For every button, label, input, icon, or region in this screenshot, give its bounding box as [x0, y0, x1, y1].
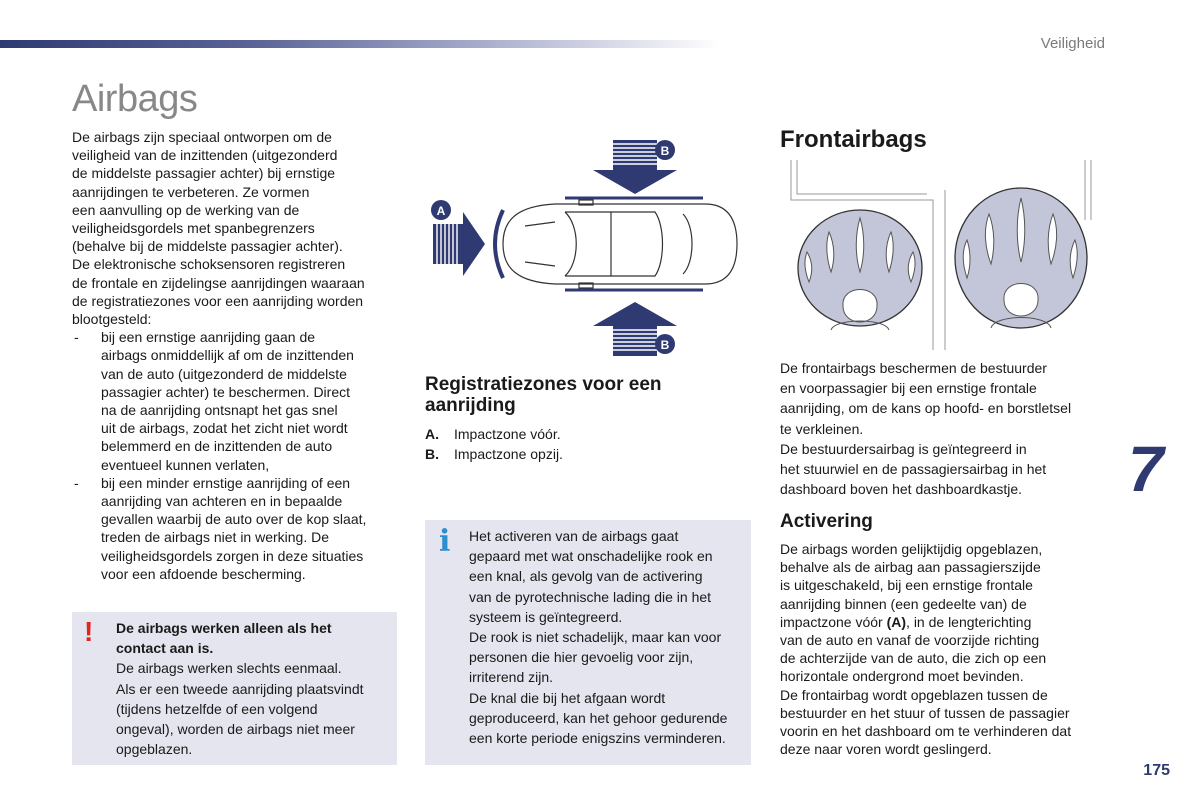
bullet-line: uit de airbags, zodat het zicht niet wordt — [101, 420, 348, 437]
front-line: en voorpassagier bij een ernstige frontale — [780, 380, 1037, 397]
intro-bullet-list — [72, 328, 397, 583]
zones-title-line: aanrijding — [425, 395, 516, 416]
zones-title — [425, 374, 745, 416]
bullet-line: treden de airbags niet in werking. De — [101, 529, 330, 546]
label-b-top-text: B — [660, 144, 670, 158]
bullet-line: - bij een minder ernstige aanrijding of een — [101, 474, 351, 491]
info-line: gepaard met wat onschadelijke rook en — [469, 548, 713, 565]
driver-airbag — [798, 210, 922, 330]
warning-title: De airbags werken alleen als het — [116, 620, 332, 636]
act-line: aanrijding binnen (een gedeelte van) de — [780, 595, 1027, 612]
zone-text: Impactzone vóór. — [454, 426, 561, 442]
intro-line: de middelste passagier achter) bij ernstige — [72, 165, 336, 182]
page-title: Airbags — [72, 78, 198, 120]
act-line: bestuurder en het stuur of tussen de passagier — [780, 704, 1070, 721]
intro-line: De elektronische schoksensoren registreren — [72, 256, 346, 273]
act-line: de achterzijde van de auto, die zich op een — [780, 650, 1047, 667]
warning-title: contact aan is. — [116, 640, 214, 657]
act-line-rest: , in de lengterichting — [906, 613, 1032, 630]
intro-line: De airbags zijn speciaal ontworpen om de — [72, 129, 332, 145]
bullet-line: - bij een ernstige aanrijding gaan de — [101, 329, 316, 346]
bullet-line: passagier achter) te beschermen. Direct — [101, 383, 350, 400]
zones-list — [425, 424, 745, 464]
header-gradient-bar — [0, 40, 720, 48]
zone-line-front — [495, 210, 503, 278]
act-line: voorin en het dashboard om te verhinderen dat — [780, 723, 1072, 740]
page-number: 175 — [1143, 762, 1170, 779]
bullet-line: na de aanrijding ontsnapt het gas snel — [101, 402, 338, 419]
label-b-top — [655, 140, 675, 160]
label-b-bottom-text: B — [660, 338, 670, 352]
chapter-number: 7 — [1128, 433, 1162, 505]
warning-line: De airbags werken slechts eenmaal. — [116, 660, 342, 677]
zone-letter: A. — [425, 426, 439, 442]
frontairbags-title: Frontairbags — [780, 126, 927, 153]
intro-line: veiligheidsgordels met spanbegrenzers — [72, 220, 315, 237]
act-line: De airbags worden gelijktijdig opgeblazen, — [780, 541, 1043, 557]
airbag-illustration — [785, 160, 1097, 350]
intro-bullet — [72, 474, 397, 583]
front-line: aanrijding, om de kans op hoofd- en borstletsel — [780, 400, 1072, 417]
intro-line: een aanvulling op de werking van de — [72, 201, 300, 218]
intro-line: aanrijdingen te verbeteren. Ze vormen — [72, 183, 310, 200]
info-line: systeem is geïntegreerd. — [469, 608, 623, 625]
bullet-line: veiligheidsgordels zorgen in deze situaties — [101, 547, 364, 564]
warning-text — [116, 618, 386, 759]
info-text — [469, 526, 745, 748]
act-line: De frontairbag wordt opgeblazen tussen de — [780, 686, 1048, 703]
warning-line: ongeval), worden de airbags niet meer — [116, 721, 355, 738]
warning-line: Als er een tweede aanrijding plaatsvindt — [116, 680, 364, 697]
info-line: een knal, als gevolg van de activering — [469, 568, 703, 585]
intro-line: blootgesteld: — [72, 311, 152, 328]
act-line-start: impactzone vóór — [780, 613, 883, 630]
act-line — [780, 613, 1110, 631]
zones-title-line: Registratiezones voor een — [425, 374, 662, 395]
bullet-line: aanrijding van achteren en in bepaalde — [101, 493, 343, 510]
act-line: behalve als de airbag aan passagierszijde — [780, 559, 1041, 576]
intro-line: veiligheid van de inzittenden (uitgezonderd — [72, 147, 338, 164]
passenger-airbag — [955, 188, 1087, 328]
zone-text: Impactzone opzij. — [454, 446, 563, 462]
zone-item — [425, 444, 745, 464]
activering-title: Activering — [780, 511, 873, 532]
act-line: horizontale ondergrond moet bevinden. — [780, 668, 1024, 685]
bullet-line: belemmerd en de inzittenden de auto — [101, 438, 333, 455]
bullet-line: gevallen waarbij de auto over de kop slaat, — [101, 511, 367, 528]
info-line: geproduceerd, kan het gehoor gedurende — [469, 709, 728, 726]
arrow-right-icon — [433, 212, 485, 276]
warning-box — [72, 612, 397, 765]
front-line: De bestuurdersairbag is geïntegreerd in — [780, 440, 1027, 457]
frontairbags-text — [780, 358, 1110, 499]
front-line: De frontairbags beschermen de bestuurder — [780, 360, 1047, 376]
info-line: personen die hier gevoelig voor zijn, — [469, 649, 694, 666]
act-line: deze naar voren wordt geslingerd. — [780, 741, 992, 758]
label-a-text: A — [436, 204, 446, 218]
act-line-bold: (A) — [886, 613, 907, 630]
bullet-line: eventueel kunnen verlaten, — [101, 456, 270, 473]
info-line: een korte periode enigszins verminderen. — [469, 730, 726, 747]
front-line: het stuurwiel en de passagiersairbag in het — [780, 461, 1047, 478]
info-line: Het activeren van de airbags gaat — [469, 528, 679, 544]
act-line: is uitgeschakeld, bij een ernstige frontale — [780, 577, 1033, 594]
warning-line: (tijdens hetzelfde of een volgend — [116, 700, 318, 717]
intro-bullet — [72, 328, 397, 474]
bullet-line: van de auto (uitgezonderd de middelste — [101, 365, 347, 382]
info-line: De rook is niet schadelijk, maar kan voor — [469, 629, 722, 646]
front-line: dashboard boven het dashboardkastje. — [780, 481, 1023, 498]
exclamation-icon: ! — [84, 616, 94, 647]
intro-line: de frontale en zijdelingse aanrijdingen waaraan — [72, 274, 365, 291]
label-b-bottom — [655, 334, 675, 354]
info-icon: i — [439, 524, 451, 559]
bullet-line: voor een afdoende bescherming. — [101, 565, 306, 582]
info-line: irriterend zijn. — [469, 669, 554, 686]
info-line: van de pyrotechnische lading die in het — [469, 588, 712, 605]
zone-item — [425, 424, 745, 444]
act-line: van de auto en vanaf de voorzijde richting — [780, 632, 1040, 649]
info-box — [425, 520, 751, 765]
section-label: Veiligheid — [1040, 35, 1105, 52]
car-top-view — [503, 200, 737, 288]
intro-line: de registratiezones voor een aanrijding worden — [72, 292, 364, 309]
label-a — [431, 200, 451, 220]
impact-zone-diagram — [425, 130, 745, 370]
activering-text — [780, 540, 1110, 758]
warning-line: opgeblazen. — [116, 741, 193, 758]
zone-letter: B. — [425, 446, 439, 462]
front-line: te verkleinen. — [780, 420, 864, 437]
intro-line: (behalve bij de middelste passagier achter). — [72, 238, 343, 255]
intro-text — [72, 128, 397, 583]
info-line: De knal die bij het afgaan wordt — [469, 689, 666, 706]
bullet-line: airbags onmiddellijk af om de inzittenden — [101, 347, 354, 364]
